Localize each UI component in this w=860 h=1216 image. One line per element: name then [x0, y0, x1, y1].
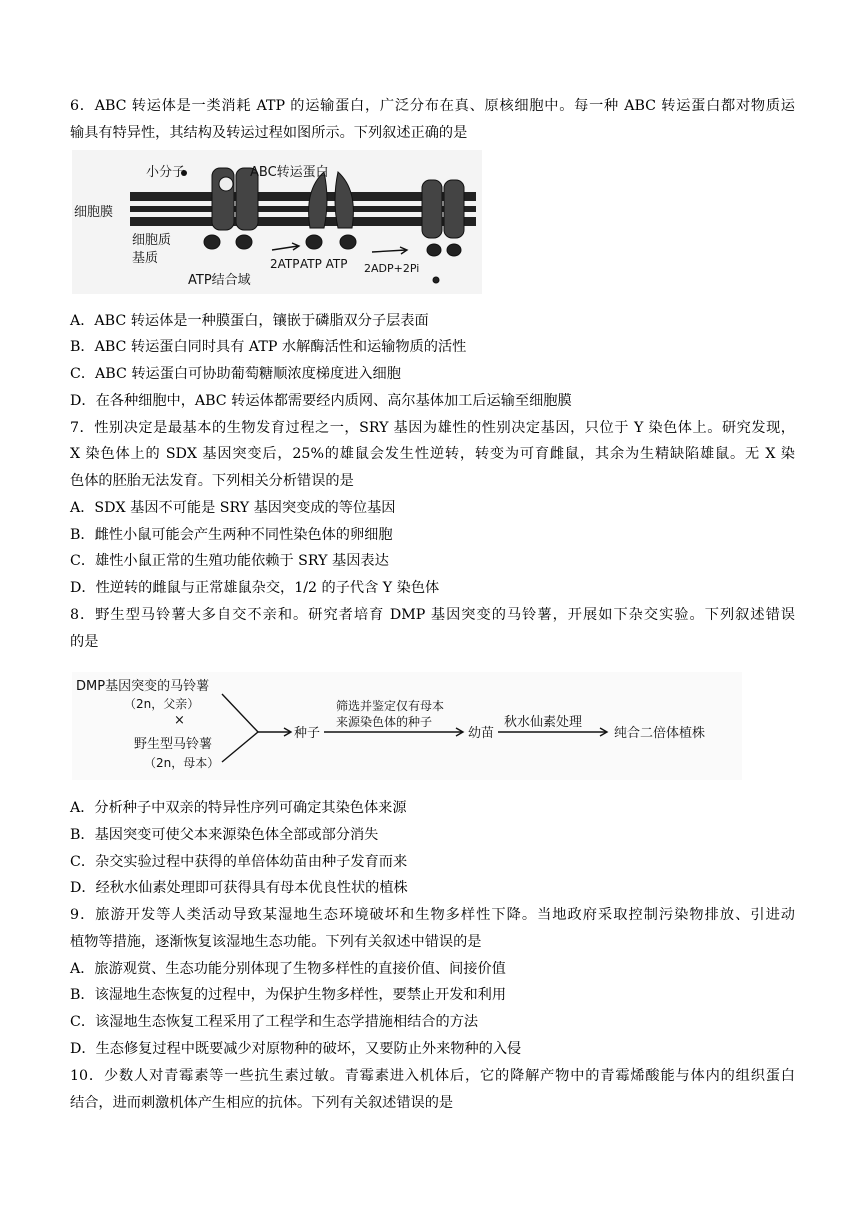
q7-stem-line1: 7．性别决定是最基本的生物发育过程之一，SRY 基因为雄性的性别决定基因，只位于 Y 染色体上。研究发现，: [70, 420, 795, 436]
label-2atp: 2ATP: [270, 257, 300, 271]
q10-stem-line1: 10．少数人对青霉素等一些抗生素过敏。青霉素进入机体后，它的降解产物中的青霉烯酸能与体内的组织蛋白: [70, 1068, 795, 1084]
label-atp-binding-domain: ATP结合域: [188, 273, 251, 288]
label-dmp-parent-note: （2n，父亲）: [124, 697, 200, 711]
q6-stem-line1: 6．ABC 转运体是一类消耗 ATP 的运输蛋白，广泛分布在真、原核细胞中。每一种 ABC 转运蛋白都对物质运: [70, 98, 795, 114]
q8-stem-line1: 8．野生型马铃薯大多自交不亲和。研究者培育 DMP 基因突变的马铃薯，开展如下杂交实验。下列叙述错误: [70, 607, 795, 623]
label-wild-parent: 野生型马铃薯: [134, 737, 213, 752]
label-cell-membrane: 细胞膜: [74, 205, 114, 220]
q8-stem-line2: 的是: [70, 634, 99, 650]
label-step1-line1: 筛选并鉴定仅有母本: [336, 699, 445, 713]
label-step1-line2: 来源染色体的种子: [336, 715, 433, 729]
label-wild-parent-note: （2n，母本）: [144, 756, 220, 770]
q6-option-c: C．ABC 转运蛋白可协助葡萄糖顺浓度梯度进入细胞: [70, 366, 401, 382]
label-dmp-parent: DMP基因突变的马铃薯: [76, 679, 210, 694]
label-result: 纯合二倍体植株: [614, 726, 706, 741]
q10-stem-line2: 结合，进而刺激机体产生相应的抗体。下列有关叙述错误的是: [70, 1095, 454, 1111]
q9-option-b: B．该湿地生态恢复的过程中，为保护生物多样性，要禁止开发和利用: [70, 987, 507, 1003]
q7-stem-line3: 色体的胚胎无法发育。下列相关分析错误的是: [70, 473, 354, 489]
q8-option-b: B．基因突变可使父本来源染色体全部或部分消失: [70, 827, 379, 843]
q9-option-c: C．该湿地生态恢复工程采用了工程学和生态学措施相结合的方法: [70, 1014, 479, 1030]
q6-option-b: B．ABC 转运蛋白同时具有 ATP 水解酶活性和运输物质的活性: [70, 339, 467, 355]
q7-option-a: A．SDX 基因不可能是 SRY 基因突变成的等位基因: [70, 500, 396, 516]
label-seedling: 幼苗: [468, 726, 495, 741]
label-cross: ×: [174, 713, 185, 728]
potato-cross-figure: [72, 672, 742, 780]
label-cytoplasm-1: 细胞质: [132, 233, 172, 248]
q8-option-c: C．杂交实验过程中获得的单倍体幼苗由种子发育而来: [70, 854, 408, 870]
label-step2: 秋水仙素处理: [504, 715, 583, 730]
q8-option-a: A．分析种子中双亲的特异性序列可确定其染色体来源: [70, 800, 407, 816]
q7-option-c: C．雄性小鼠正常的生殖功能依赖于 SRY 基因表达: [70, 553, 389, 569]
q7-stem-line2: X 染色体上的 SDX 基因突变后，25%的雄鼠会发生性逆转，转变为可育雌鼠，其余为生精缺陷雄鼠。无 X 染: [70, 446, 795, 462]
label-small-molecule: 小分子: [146, 165, 186, 180]
q9-stem-line1: 9．旅游开发等人类活动导致某湿地生态环境破坏和生物多样性下降。当地政府采取控制污染物排放、引进动: [70, 907, 795, 923]
label-seed: 种子: [294, 726, 321, 741]
abc-transporter-figure: [72, 150, 482, 294]
q6-option-d: D．在各种细胞中，ABC 转运体都需要经内质网、高尔基体加工后运输至细胞膜: [70, 393, 572, 409]
q9-option-d: D．生态修复过程中既要减少对原物种的破坏，又要防止外来物种的入侵: [70, 1041, 522, 1057]
label-2adp: 2ADP+2Pi: [364, 262, 420, 275]
q6-option-a: A．ABC 转运体是一种膜蛋白，镶嵌于磷脂双分子层表面: [70, 313, 429, 329]
q7-option-b: B．雌性小鼠可能会产生两种不同性染色体的卵细胞: [70, 527, 393, 543]
label-abc-protein: ABC转运蛋白: [250, 165, 329, 180]
label-cytoplasm-2: 基质: [132, 251, 159, 266]
q7-option-d: D．性逆转的雌鼠与正常雄鼠杂交，1/2 的子代含 Y 染色体: [70, 580, 440, 596]
q8-option-d: D．经秋水仙素处理即可获得具有母本优良性状的植株: [70, 880, 408, 896]
q6-stem-line2: 输具有特异性，其结构及转运过程如图所示。下列叙述正确的是: [70, 125, 468, 141]
label-atp-atp: ATP ATP: [300, 257, 348, 271]
q9-option-a: A．旅游观赏、生态功能分别体现了生物多样性的直接价值、间接价值: [70, 961, 506, 977]
q9-stem-line2: 植物等措施，逐渐恢复该湿地生态功能。下列有关叙述中错误的是: [70, 934, 482, 950]
